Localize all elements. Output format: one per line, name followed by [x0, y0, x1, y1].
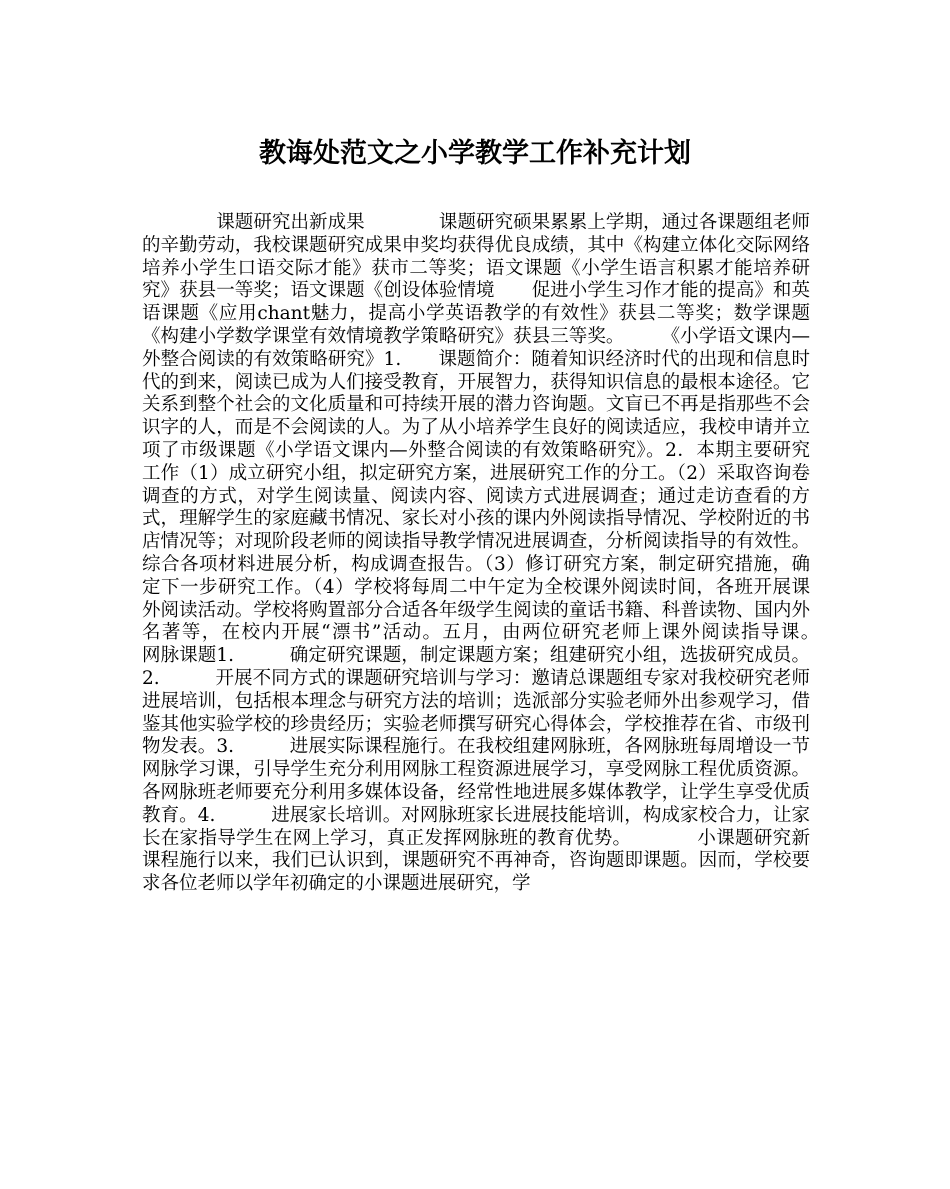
document-title: 教诲处范文之小学教学工作补充计划: [259, 138, 691, 169]
document-body-text: 课题研究出新成果 课题研究硕果累累上学期，通过各课题组老师的辛勤劳动，我校课题研究成果申奖均获得优良成绩，其中《构建立体化交际网络 培养小学生口语交际才能》获市二等奖；语文课题《小学生语言积累才能培养研究》获县一等奖；语文课题《创设体验情境 促进小学生习作才能的提高》和英语课题《应用chant魅力，提高小学英语教学的有效性》获县二等奖；数学课题《构建小学数学课堂有效情境教学策略研究》获县三等奖。 《小学语文课内—外整合阅读的有效策略研究》1. 课题简介：随着知识经济时代的出现和信息时代的到来，阅读已成为人们接受教育，开展智力，获得知识信息的最根本途径。它关系到整个社会的文化质量和可持续开展的潜力咨询题。文盲已不再是指那些不会识字的人，而是不会阅读的人。为了从小培养学生良好的阅读适应，我校申请并立项了市级课题《小学语文课内—外整合阅读的有效策略研究》。2．本期主要研究工作（1）成立研究小组，拟定研究方案，进展研究工作的分工。（2）采取咨询卷调查的方式，对学生阅读量、阅读内容、阅读方式进展调查；通过走访查看的方式，理解学生的家庭藏书情况、家长对小孩的课内外阅读指导情况、学校附近的书店情况等；对现阶段老师的阅读指导教学情况进展调查，分析阅读指导的有效性。综合各项材料进展分析，构成调查报告。（3）修订研究方案，制定研究措施，确定下一步研究工作。（4）学校将每周二中午定为全校课外阅读时间，各班开展课外阅读活动。学校将购置部分合适各年级学生阅读的童话书籍、科普读物、国内外名著等，在校内开展“漂书”活动。五月，由两位研究老师上课外阅读指导课。 网脉课题1. 确定研究课题，制定课题方案；组建研究小组，选拔研究成员。2. 开展不同方式的课题研究培训与学习：邀请总课题组专家对我校研究老师进展培训，包括根本理念与研究方法的培训；选派部分实验老师外出参观学习，借鉴其他实验学校的珍贵经历；实验老师撰写研究心得体会，学校推荐在省、市级刊物发表。3. 进展实际课程施行。在我校组建网脉班，各网脉班每周增设一节网脉学习课，引导学生充分利用网脉工程资源进展学习，享受网脉工程优质资源。各网脉班老师要充分利用多媒体设备，经常性地进展多媒体教学，让学生享受优质教育。4. 进展家长培训。对网脉班家长进展技能培训，构成家校合力，让家长在家指导学生在网上学习，真正发挥网脉班的教育优势。 小课题研究新课程施行以来，我们已认识到，课题研究不再神奇，咨询题即课题。因而，学校要求各位老师以学年初确定的小课题进展研究，学: [142, 212, 885, 895]
